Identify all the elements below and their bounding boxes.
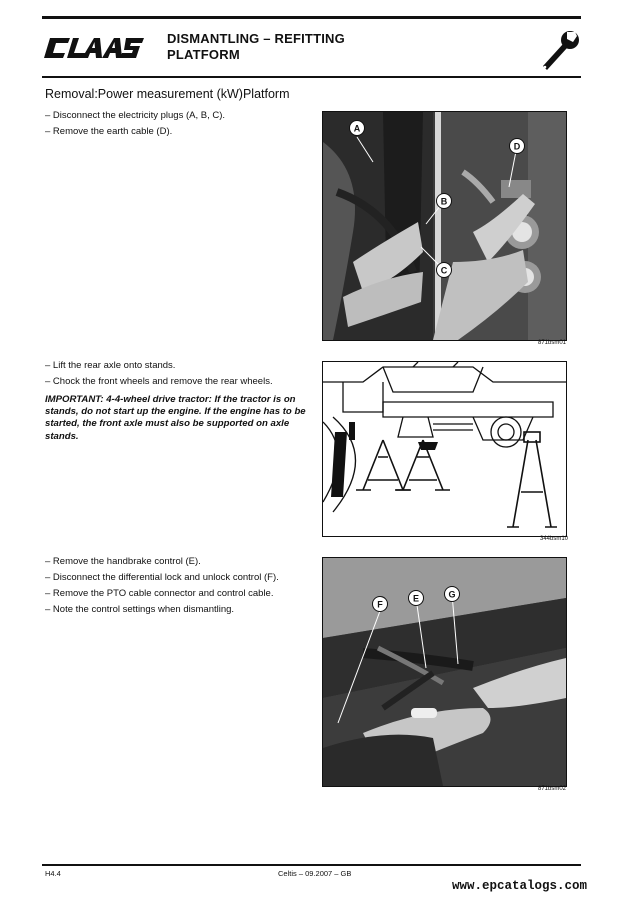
header-bottom-rule — [42, 76, 581, 78]
step-chock-front-wheels: – Chock the front wheels and remove the rear wheels. — [45, 376, 273, 387]
title-line-2: PLATFORM — [167, 47, 240, 62]
drawing-tractor-on-stands — [322, 361, 567, 537]
step-lift-rear-axle: – Lift the rear axle onto stands. — [45, 360, 176, 371]
callout-a — [350, 121, 365, 136]
photo-handbrake-controls — [322, 557, 567, 787]
callout-g-label: G — [448, 589, 456, 600]
step-remove-earth-cable: – Remove the earth cable (D). — [45, 126, 173, 137]
step-remove-pto-cable: – Remove the PTO cable connector and control cable. — [45, 588, 274, 599]
step-note-control-settings: – Note the control settings when dismantling. — [45, 604, 235, 615]
step-remove-handbrake: – Remove the handbrake control (E). — [45, 556, 201, 567]
step-disconnect-diff-lock: – Disconnect the differential lock and unlock control (F). — [45, 572, 279, 583]
photo-electric-plugs — [322, 111, 567, 341]
website-watermark: www.epcatalogs.com — [451, 879, 587, 893]
callout-c-label: C — [440, 265, 448, 276]
important-note: IMPORTANT: 4-4-wheel drive tractor: If the tractor is on stands, do not start up the engine. If the engine has to be started, the front axle must also be supported on axle stands. — [45, 394, 306, 442]
callout-f-label: F — [377, 599, 383, 610]
callout-b-label: B — [440, 196, 448, 207]
footer-rule — [42, 864, 581, 866]
step-disconnect-plugs: – Disconnect the electricity plugs (A, B, C). — [45, 110, 226, 121]
callout-e-label: E — [412, 593, 420, 604]
title-line-1: DISMANTLING – REFITTING — [167, 31, 345, 46]
footer-edition: Celtis – 09.2007 – GB — [278, 869, 352, 878]
callout-c — [437, 263, 452, 278]
figure-caption-1: 871bsm01 — [538, 340, 567, 346]
wrench-icon — [537, 30, 581, 70]
callout-e — [409, 591, 424, 606]
callout-g — [445, 587, 460, 602]
callout-d-label: D — [513, 141, 521, 152]
callout-d — [510, 139, 525, 154]
figure-caption-3: 871bsm02 — [538, 786, 567, 792]
footer-page-number: H4.4 — [45, 869, 61, 878]
page-title — [167, 31, 345, 63]
callout-a-label: A — [353, 123, 361, 134]
callout-f — [373, 597, 388, 612]
figure-caption-2: 344bsm10 — [540, 536, 569, 542]
claas-logo — [42, 34, 146, 62]
callout-b — [437, 194, 452, 209]
header-top-rule — [42, 16, 581, 19]
section-title: Removal:Power measurement (kW)Platform — [45, 87, 290, 101]
